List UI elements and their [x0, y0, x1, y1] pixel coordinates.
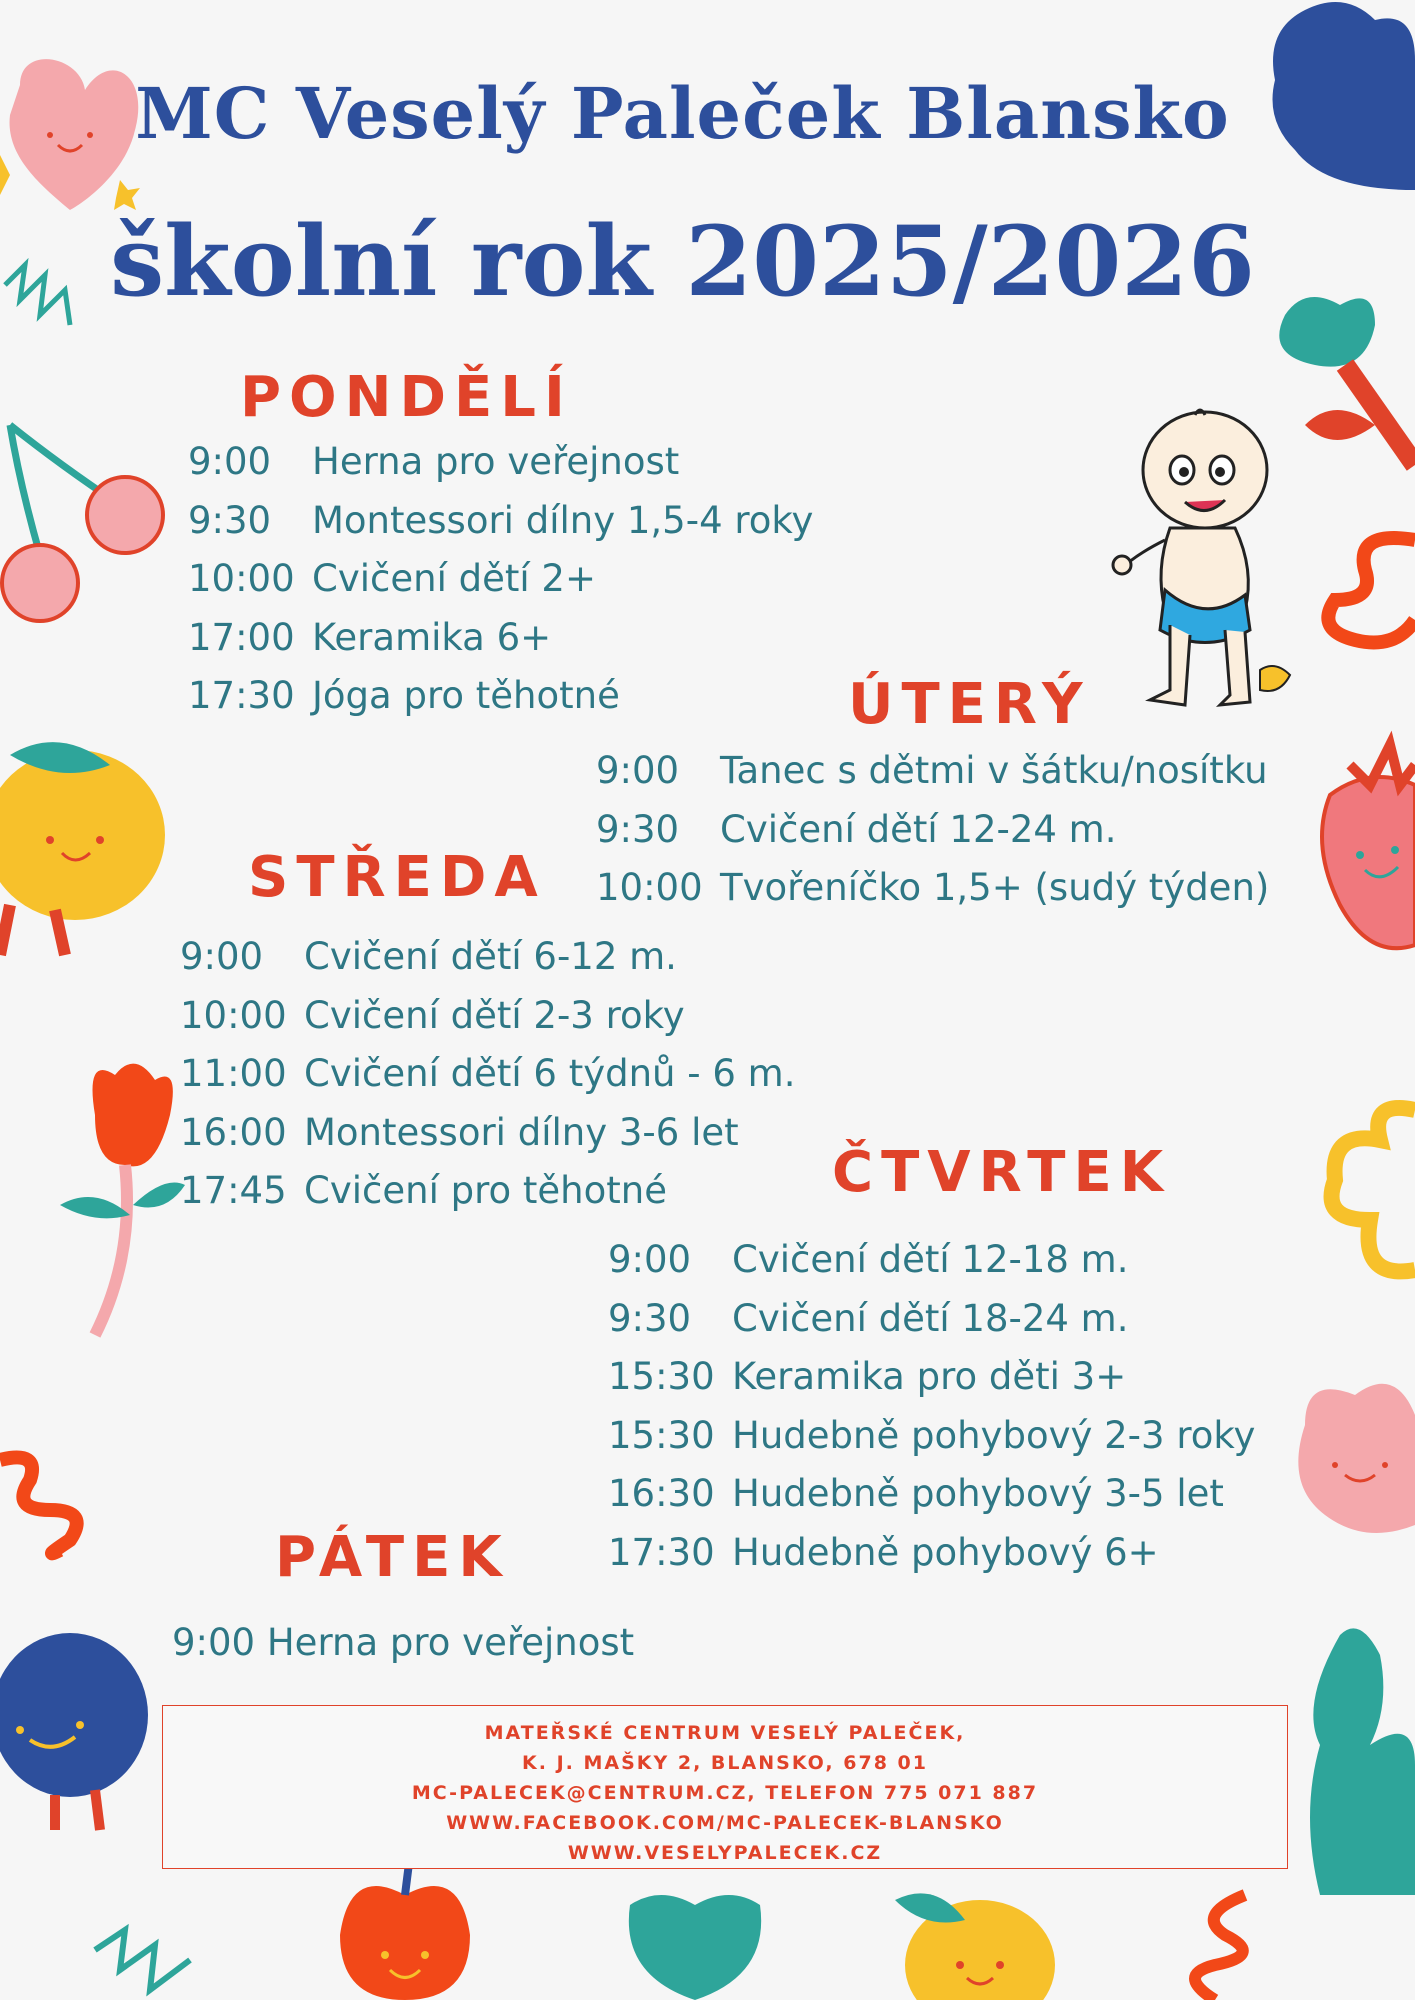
- day-heading-wednesday: STŘEDA: [248, 845, 546, 910]
- list-item: 17:00 Keramika 6+: [188, 615, 552, 659]
- footer-website-link[interactable]: WWW.VESELYPALECEK.CZ: [567, 1842, 883, 1864]
- list-item: 16:30 Hudebně pohybový 3-5 let: [608, 1472, 1224, 1515]
- list-item: 16:00 Montessori dílny 3-6 let: [180, 1110, 739, 1154]
- page-title: MC Veselý Paleček Blansko: [135, 72, 1230, 155]
- footer-email-phone[interactable]: MC-PALECEK@CENTRUM.CZ, TELEFON 775 071 887: [411, 1782, 1039, 1804]
- list-item: 15:30 Keramika pro děti 3+: [608, 1355, 1127, 1398]
- list-item: 17:30 Jóga pro těhotné: [188, 674, 620, 717]
- squiggle-bottom-icon: [1175, 1895, 1275, 2000]
- list-item: 10:00 Tvořeníčko 1,5+ (sudý týden): [596, 866, 1270, 909]
- heart-right-icon: [1285, 1375, 1415, 1545]
- footer-facebook-link[interactable]: WWW.FACEBOOK.COM/MC-PALECEK-BLANSKO: [446, 1812, 1004, 1834]
- baby-mascot-icon: [1110, 410, 1300, 720]
- squiggle-icon: [0, 1440, 100, 1560]
- page-subtitle: školní rok 2025/2026: [110, 205, 1255, 318]
- orange-face-icon: [0, 725, 180, 965]
- list-item: 10:00 Cvičení dětí 2+: [188, 557, 596, 600]
- bell-flower-icon: [620, 1885, 770, 2000]
- list-item: 9:00 Cvičení dětí 6-12 m.: [180, 935, 677, 978]
- list-item: 9:30 Cvičení dětí 18-24 m.: [608, 1296, 1129, 1340]
- zigzag-bottom-icon: [95, 1920, 215, 2000]
- schedule-friday: [172, 1614, 634, 1673]
- schedule-monday: [188, 433, 813, 726]
- list-item: 9:00 Herna pro veřejnost: [188, 440, 680, 483]
- swirl-icon: [1315, 530, 1415, 650]
- leaf-icon: [1300, 1615, 1415, 1895]
- day-heading-thursday: ČTVRTEK: [832, 1140, 1172, 1205]
- strawberry-face-icon: [1310, 745, 1415, 955]
- list-item: 15:30 Hudebně pohybový 2-3 roky: [608, 1413, 1256, 1457]
- schedule-tuesday: [596, 742, 1269, 918]
- contact-box: [162, 1705, 1288, 1869]
- list-item: 9:00 Tanec s dětmi v šátku/nosítku: [596, 749, 1268, 792]
- list-item: 9:00 Cvičení dětí 12-18 m.: [608, 1238, 1129, 1281]
- schedule-thursday: [608, 1231, 1255, 1582]
- list-item: 17:45 Cvičení pro těhotné: [180, 1169, 667, 1212]
- yellow-flower-icon: [1320, 1100, 1415, 1290]
- day-heading-tuesday: ÚTERÝ: [848, 672, 1091, 737]
- list-item: 9:30 Cvičení dětí 12-24 m.: [596, 807, 1117, 851]
- apple-face-icon: [330, 1855, 480, 2000]
- list-item: 9:00 Herna pro veřejnost: [172, 1621, 635, 1664]
- list-item: 11:00 Cvičení dětí 6 týdnů - 6 m.: [180, 1052, 796, 1095]
- day-heading-monday: PONDĚLÍ: [240, 365, 573, 430]
- schedule-wednesday: [180, 928, 795, 1221]
- list-item: 9:30 Montessori dílny 1,5-4 roky: [188, 498, 814, 542]
- blueberry-face-icon: [0, 1625, 160, 1840]
- day-heading-friday: PÁTEK: [275, 1525, 510, 1590]
- tulip-icon: [55, 1055, 185, 1345]
- lemon-face-icon: [885, 1880, 1065, 2000]
- footer-address: K. J. MAŠKY 2, BLANSKO, 678 01: [522, 1752, 928, 1774]
- list-item: 10:00 Cvičení dětí 2-3 roky: [180, 993, 685, 1037]
- footer-org-name: MATEŘSKÉ CENTRUM VESELÝ PALEČEK,: [484, 1722, 966, 1744]
- cherries-icon: [0, 425, 170, 625]
- list-item: 17:30 Hudebně pohybový 6+: [608, 1530, 1159, 1574]
